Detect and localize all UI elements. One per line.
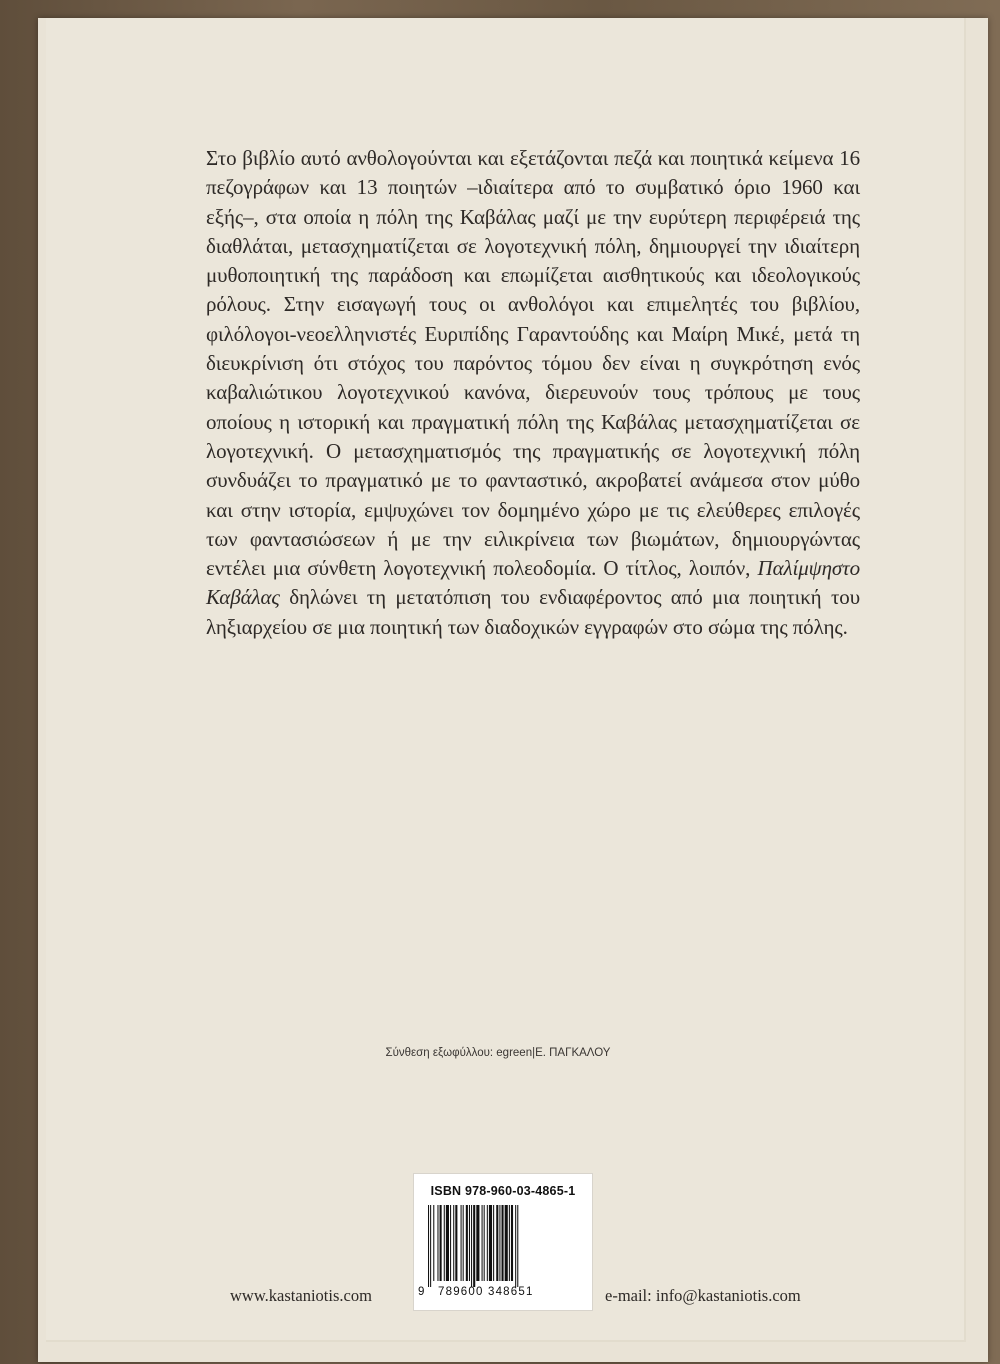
barcode-bar <box>515 1205 516 1287</box>
barcode-bar <box>489 1205 492 1281</box>
barcode-bar <box>476 1205 479 1281</box>
barcode-bar <box>463 1205 464 1281</box>
barcode-bar <box>450 1205 451 1281</box>
barcode-bar <box>453 1205 454 1281</box>
barcode-bar <box>487 1205 488 1281</box>
barcode-bar <box>511 1205 513 1281</box>
barcode-bar <box>444 1205 445 1281</box>
barcode-bar <box>482 1205 483 1281</box>
blurb-text <box>206 144 860 642</box>
barcode-icon <box>428 1205 578 1287</box>
barcode-bar <box>428 1205 429 1287</box>
cover-paper <box>46 18 966 1342</box>
barcode-bar <box>437 1205 438 1281</box>
barcode-bar <box>502 1205 504 1281</box>
barcode-bar <box>496 1205 498 1281</box>
barcode-bar <box>505 1205 508 1281</box>
publisher-website: www.kastaniotis.com <box>230 1286 372 1305</box>
isbn-barcode-label <box>413 1173 593 1311</box>
cover-design-credit: Σύνθεση εξωφύλλου: egreen|Ε. ΠΑΓΚΑΛΟΥ <box>385 1047 611 1059</box>
barcode-bar <box>446 1205 449 1281</box>
publisher-email: e-mail: info@kastaniotis.com <box>605 1286 801 1305</box>
barcode-bar <box>466 1205 468 1281</box>
barcode-bar <box>461 1205 462 1281</box>
blurb-main: Στο βιβλίο αυτό ανθολογούνται και εξετάζονται πεζά και ποιητικά κείμενα 16 πεζογράφων και 13 ποιητών –ιδιαίτερα από το συμβατικό όριο 1960 και εξής–, στα οποία η πόλη της Καβάλας μαζί με την ευρύτερη περιφέρειά της διαθλάται, μετασχηματίζεται σε λογοτεχνική πόλη, δημιουργεί την ιδιαίτερη μυθοποιητική της παράδοση και επωμίζεται αισθητικούς και ιδεολογικούς ρόλους. Στην εισαγωγή τους οι ανθολόγοι και επιμελητές του βιβλίου, φιλόλογοι-νεοελληνιστές Ευριπίδης Γαραντούδης και Μαίρη Μικέ, μετά τη διευκρίνιση ότι στόχος του παρόντος τόμου δεν είναι η συγκρότηση ενός καβαλιώτικου λογοτεχνικού κανόνα, διερευνούν τους τρόπους με τους οποίους η ιστορική και πραγματική πόλη της Καβάλας μετασχηματίζεται σε λογοτεχνική. Ο μετασχηματισμός της πραγματικής σε λογοτεχνική πόλη συνδυάζει το πραγματικό με το φανταστικό, ακροβατεί ανάμεσα στον μύθο και στην ιστορία, εμψυχώνει τον δομημένο χώρο με τις ελεύθερες επιλογές των φαντασιώσεων ή με την ειλικρίνεια των βιωμάτων, δημιουργώντας εντέλει μια σύνθετη λογοτεχνική πολεοδομία. Ο τίτλος, λοιπόν, <box>206 146 860 581</box>
book-back-cover <box>38 18 988 1362</box>
book-title-italic: Παλίμψηστο Καβάλας <box>206 556 860 610</box>
barcode-bar <box>471 1205 472 1287</box>
barcode-bar <box>499 1205 500 1281</box>
barcode-bar <box>473 1205 475 1287</box>
barcode-bar <box>455 1205 457 1281</box>
barcode-bar <box>493 1205 494 1281</box>
barcode-bar <box>469 1205 470 1281</box>
barcode-bar <box>440 1205 442 1281</box>
barcode-bar <box>484 1205 485 1281</box>
barcode-digit-groups: 789600 348651 <box>438 1286 534 1298</box>
barcode-bar <box>509 1205 510 1281</box>
barcode-bar <box>430 1205 431 1287</box>
barcode-bar <box>517 1205 518 1287</box>
barcode-first-digit: 9 <box>418 1286 425 1298</box>
isbn-number: ISBN 978-960-03-4865-1 <box>430 1184 576 1198</box>
blurb-end: δηλώνει τη μετατόπιση του ενδιαφέροντος από μια ποιητική του ληξιαρχείου σε μια ποιητική των διαδοχικών εγγραφών στο σώμα της πόλης. <box>206 585 860 639</box>
barcode-bar <box>433 1205 434 1281</box>
